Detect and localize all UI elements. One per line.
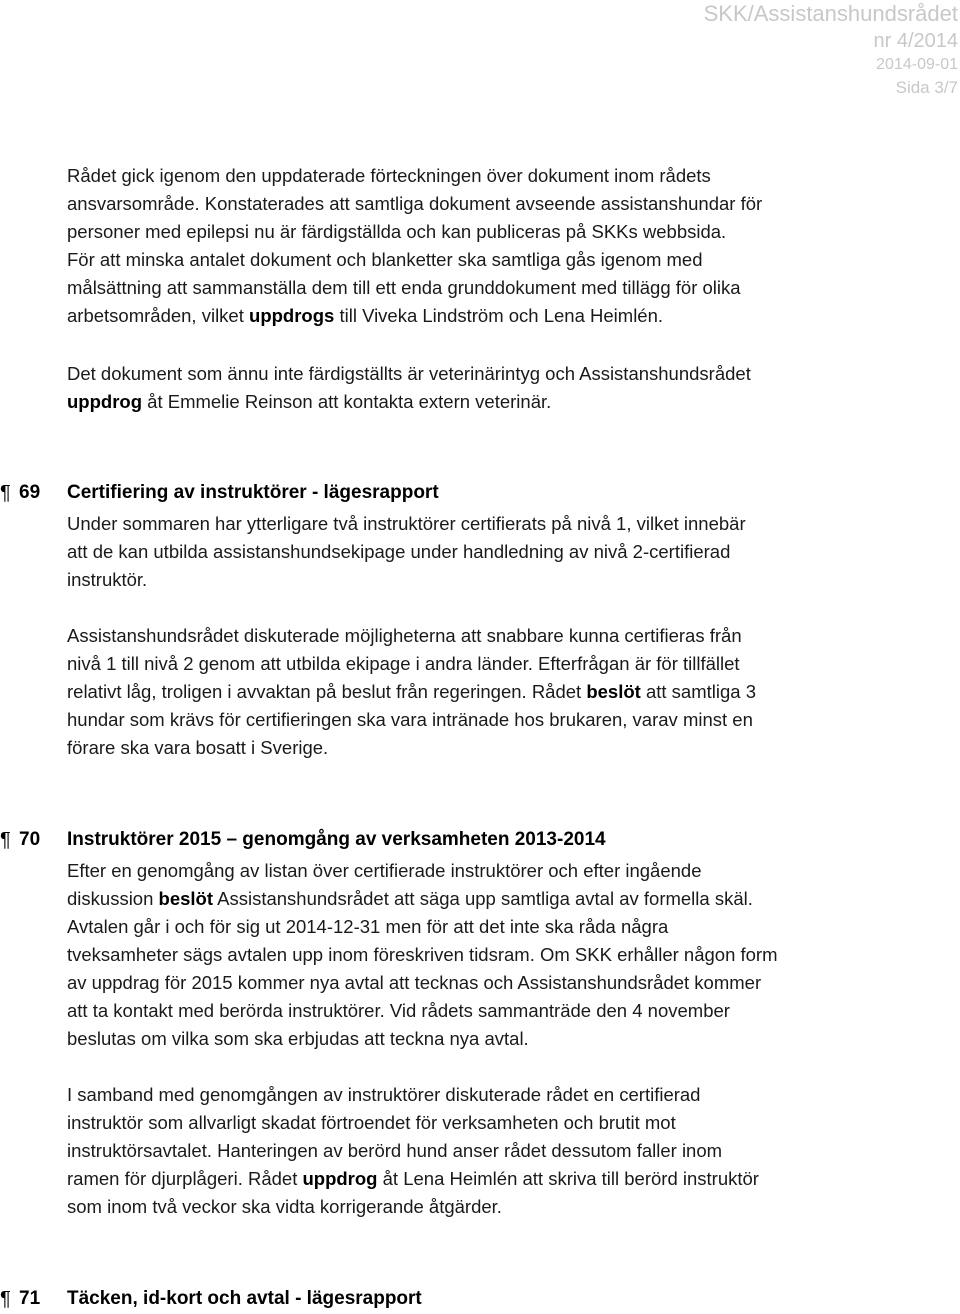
intro-paragraph-1 — [67, 162, 927, 330]
text-line: Assistanshundsrådet diskuterade möjligheterna att snabbare kunna certifieras från — [67, 625, 742, 646]
text-line: förare ska vara bosatt i Sverige. — [67, 737, 329, 758]
text-line: Avtalen går i och för sig ut 2014-12-31 men för att det inte ska råda några — [67, 916, 669, 937]
section-69-paragraph-1 — [67, 510, 927, 594]
text-line: För att minska antalet dokument och blanketter ska samtliga gås igenom med — [67, 249, 703, 270]
intro-paragraph-2 — [67, 360, 927, 416]
bold-keyword: uppdrog — [67, 391, 143, 412]
text-line: instruktör. — [67, 569, 148, 590]
text-segment: till Viveka Lindström och Lena Heimlén. — [334, 305, 664, 326]
section-69-heading — [0, 478, 960, 508]
section-69-paragraph-2 — [67, 622, 927, 762]
section-number: 71 — [19, 1288, 41, 1309]
text-line: personer med epilepsi nu är färdigställda och kan publiceras på SKKs webbsida. — [67, 221, 727, 242]
section-number: 69 — [19, 482, 41, 503]
text-segment: åt Lena Heimlén att skriva till berörd instruktör — [377, 1168, 759, 1189]
text-line: av uppdrag för 2015 kommer nya avtal att tecknas och Assistanshundsrådet kommer — [67, 972, 762, 993]
pilcrow-icon: ¶ — [0, 1288, 11, 1310]
header-date: 2014-09-01 — [876, 56, 958, 73]
text-line: Rådet gick igenom den uppdaterade förteckningen över dokument inom rådets — [67, 165, 711, 186]
section-number: 70 — [19, 829, 41, 850]
bold-keyword: uppdrogs — [249, 305, 335, 326]
text-segment: relativt låg, troligen i avvaktan på beslut från regeringen. Rådet — [67, 681, 587, 702]
header-issue-number: nr 4/2014 — [873, 30, 958, 52]
text-line: instruktörsavtalet. Hanteringen av berörd hund anser rådet dessutom faller inom — [67, 1140, 723, 1161]
text-segment: arbetsområden, vilket — [67, 305, 250, 326]
text-line: Efter en genomgång av listan över certifierade instruktörer och efter ingående — [67, 860, 702, 881]
text-line: tveksamheter sägs avtalen upp inom föreskriven tidsram. Om SKK erhåller någon form — [67, 944, 778, 965]
text-line — [67, 885, 927, 913]
text-line — [67, 302, 927, 330]
text-line: ansvarsområde. Konstaterades att samtliga dokument avseende assistanshundar för — [67, 193, 763, 214]
text-line: att ta kontakt med berörda instruktörer. Vid rådets sammanträde den 4 november — [67, 1000, 730, 1021]
section-70-heading — [0, 825, 960, 855]
bold-keyword: uppdrog — [302, 1168, 378, 1189]
pilcrow-icon: ¶ — [0, 482, 11, 504]
text-line — [67, 678, 927, 706]
text-line: Det dokument som ännu inte färdigställts är veterinärintyg och Assistanshundsrådet — [67, 363, 751, 384]
text-line: som inom två veckor ska vidta korrigerande åtgärder. — [67, 1196, 502, 1217]
section-title: Täcken, id-kort och avtal - lägesrapport — [67, 1288, 422, 1309]
text-segment: ramen för djurplågeri. Rådet — [67, 1168, 303, 1189]
section-title: Certifiering av instruktörer - lägesrapport — [67, 482, 439, 503]
text-line: Under sommaren har ytterligare två instruktörer certifierats på nivå 1, vilket innebär — [67, 513, 746, 534]
text-line: målsättning att sammanställa dem till ett enda grunddokument med tillägg för olika — [67, 277, 741, 298]
text-line — [67, 1165, 927, 1193]
text-line: beslutas om vilka som ska erbjudas att teckna nya avtal. — [67, 1028, 529, 1049]
text-segment: åt Emmelie Reinson att kontakta extern veterinär. — [142, 391, 552, 412]
section-title: Instruktörer 2015 – genomgång av verksamheten 2013-2014 — [67, 829, 606, 850]
text-line: nivå 1 till nivå 2 genom att utbilda ekipage i andra länder. Efterfrågan är för tillfället — [67, 653, 740, 674]
pilcrow-icon: ¶ — [0, 829, 11, 851]
text-line — [67, 388, 927, 416]
text-segment: att samtliga 3 — [640, 681, 756, 702]
header-organization: SKK/Assistanshundsrådet — [703, 1, 958, 26]
text-segment: diskussion — [67, 888, 159, 909]
section-70-paragraph-2 — [67, 1081, 927, 1221]
bold-keyword: beslöt — [586, 681, 641, 702]
text-line: att de kan utbilda assistanshundsekipage under handledning av nivå 2-certifierad — [67, 541, 731, 562]
section-71-heading — [0, 1284, 960, 1314]
page-header — [704, 0, 958, 100]
text-line: hundar som krävs för certifieringen ska vara intränade hos brukaren, varav minst en — [67, 709, 753, 730]
text-line: I samband med genomgången av instruktörer diskuterade rådet en certifierad — [67, 1084, 701, 1105]
header-page-number: Sida 3/7 — [895, 78, 958, 97]
text-segment: Assistanshundsrådet att säga upp samtliga avtal av formella skäl. — [213, 888, 753, 909]
section-70-paragraph-1 — [67, 857, 927, 1053]
text-line: instruktör som allvarligt skadat förtroendet för verksamheten och brutit mot — [67, 1112, 676, 1133]
bold-keyword: beslöt — [158, 888, 213, 909]
